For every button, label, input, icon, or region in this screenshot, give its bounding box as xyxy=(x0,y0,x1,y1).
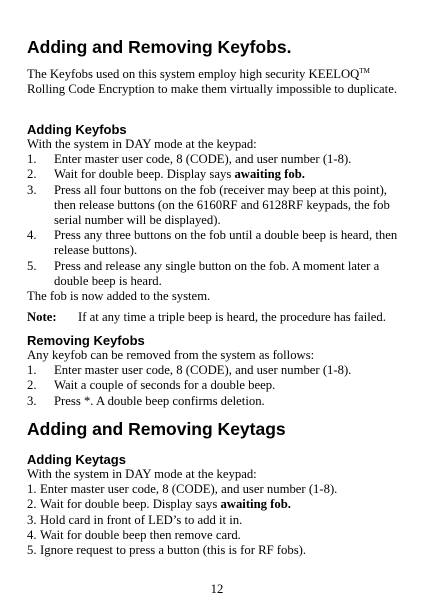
list-item xyxy=(27,513,407,528)
intro-text-b: Rolling Code Encryption to make them virtually impossible to duplicate. xyxy=(27,82,397,97)
step-text: Press *. A double beep confirms deletion. xyxy=(54,393,265,408)
list-item xyxy=(27,228,407,258)
adding-keyfobs-steps xyxy=(27,152,407,289)
adding-keytags-body xyxy=(27,467,407,558)
step-text: Wait for double beep then remove card. xyxy=(40,527,241,542)
step-number: 1. xyxy=(27,363,37,378)
list-item xyxy=(27,259,407,289)
intro-text-a: The Keyfobs used on this system employ high security KEELOQ xyxy=(27,67,360,81)
note-text: If at any time a triple beep is heard, the procedure has failed. xyxy=(78,310,386,324)
note-paragraph xyxy=(27,310,417,325)
step-number: 1. xyxy=(27,482,37,497)
removing-keyfobs-steps xyxy=(27,363,407,409)
step-number: 2. xyxy=(27,497,37,512)
adding-keytags-steps xyxy=(27,482,407,558)
step-number: 4. xyxy=(27,527,37,542)
step-text: Press any three buttons on the fob until a double beep is heard, then release buttons). xyxy=(54,228,398,258)
heading-adding-keyfobs: Adding Keyfobs xyxy=(27,122,127,137)
step-number: 3. xyxy=(27,512,37,527)
step-text: Wait a couple of seconds for a double beep. xyxy=(54,378,276,393)
step-number: 1. xyxy=(27,152,37,167)
list-item xyxy=(27,183,407,229)
list-item xyxy=(27,152,407,167)
step-number: 3. xyxy=(27,393,37,408)
page-number: 12 xyxy=(210,582,224,596)
step-text: Press all four buttons on the fob (receiver may beep at this point), then release buttons (on the 6160RF and 6128RF keypads, the fob serial number will be displayed). xyxy=(54,182,390,228)
list-item xyxy=(27,363,407,378)
step-text: Enter master user code, 8 (CODE), and user number (1-8). xyxy=(54,152,352,167)
list-item xyxy=(27,528,407,543)
step-text: Enter master user code, 8 (CODE), and user number (1-8). xyxy=(40,482,338,497)
step-number: 5. xyxy=(27,543,37,558)
display-message: awaiting fob. xyxy=(220,497,291,512)
adding-keytags-lead: With the system in DAY mode at the keypad: xyxy=(27,467,257,481)
list-item xyxy=(27,482,407,497)
heading-removing-keyfobs: Removing Keyfobs xyxy=(27,333,145,348)
adding-keyfobs-lead: With the system in DAY mode at the keypad: xyxy=(27,137,257,151)
list-item xyxy=(27,394,407,409)
step-text: Press and release any single button on the fob. A moment later a double beep is heard. xyxy=(54,258,380,288)
trademark-mark: TM xyxy=(359,67,370,75)
section-title-keyfobs: Adding and Removing Keyfobs. xyxy=(27,37,292,57)
step-text: Enter master user code, 8 (CODE), and user number (1-8). xyxy=(54,363,352,378)
removing-keyfobs-lead: Any keyfob can be removed from the system as follows: xyxy=(27,348,315,362)
adding-keyfobs-body xyxy=(27,137,407,304)
step-number: 3. xyxy=(27,182,37,197)
step-text: Hold card in front of LED’s to add it in. xyxy=(40,512,243,527)
step-number: 4. xyxy=(27,228,37,243)
heading-adding-keytags: Adding Keytags xyxy=(27,452,126,467)
step-number: 5. xyxy=(27,258,37,273)
note-label: Note: xyxy=(27,310,57,324)
step-number: 2. xyxy=(27,167,37,182)
adding-keyfobs-closing: The fob is now added to the system. xyxy=(27,289,211,304)
step-text: Ignore request to press a button (this is for RF fobs). xyxy=(40,543,307,558)
list-item xyxy=(27,497,407,512)
list-item xyxy=(27,543,407,558)
step-text: Wait for double beep. Display says xyxy=(40,497,221,512)
list-item xyxy=(27,167,407,182)
intro-paragraph xyxy=(27,67,407,97)
section-title-keytags: Adding and Removing Keytags xyxy=(27,419,286,439)
removing-keyfobs-body xyxy=(27,348,407,409)
list-item xyxy=(27,378,407,393)
step-number: 2. xyxy=(27,378,37,393)
step-text: Wait for double beep. Display says xyxy=(54,167,235,182)
display-message: awaiting fob. xyxy=(234,167,305,182)
